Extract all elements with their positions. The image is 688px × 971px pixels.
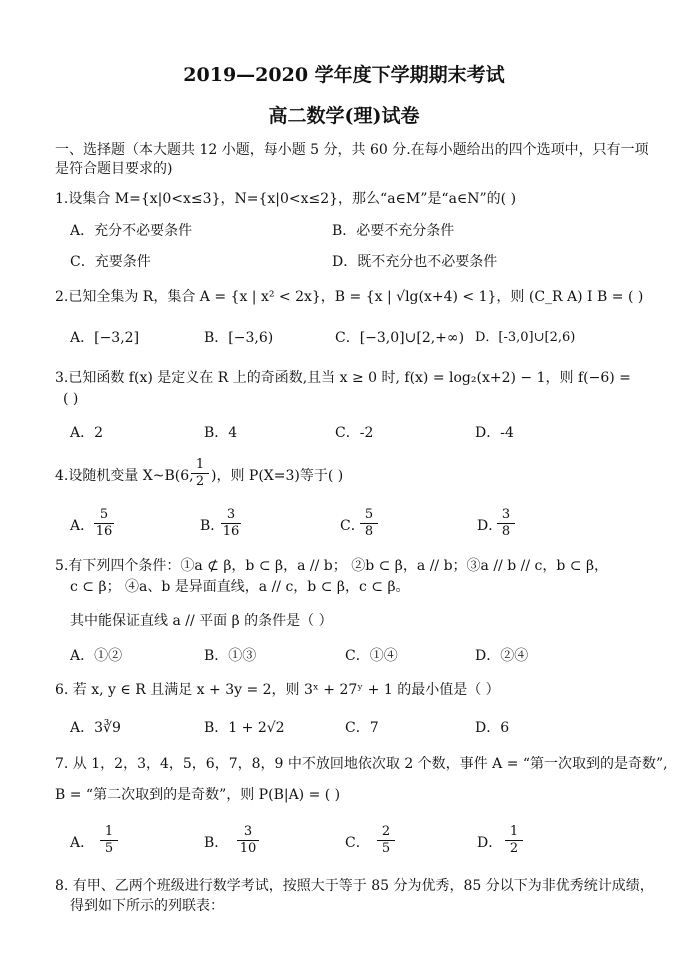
fraction-numerator: 1 xyxy=(100,824,118,841)
fraction-denominator: 8 xyxy=(364,524,374,539)
q3-option-b: B．4 xyxy=(204,425,238,441)
fraction-numerator: 5 xyxy=(94,507,114,524)
fraction-numerator: 2 xyxy=(377,824,395,841)
q6-stem: 6. 若 x, y ∈ R 且满足 x + 3y = 2，则 3ˣ + 27ʸ + 1 的最小值是（ ） xyxy=(55,682,500,698)
q4-option-b-label: B． xyxy=(200,518,225,534)
fraction-denominator: 10 xyxy=(239,841,257,856)
q1-option-c: C．充要条件 xyxy=(70,254,151,270)
q7-option-b-fraction xyxy=(237,824,259,857)
q8-line2: 得到如下所示的列联表： xyxy=(70,898,224,914)
q3-option-a: A．2 xyxy=(70,425,104,441)
q7-option-c-label: C． xyxy=(345,835,370,851)
q5-line3: 其中能保证直线 a // 平面 β 的条件是（ ） xyxy=(70,613,333,629)
fraction-numerator: 5 xyxy=(360,507,378,524)
section-heading-line2: 是符合题目要求的) xyxy=(55,161,173,177)
fraction-numerator: 3 xyxy=(497,507,515,524)
q6-option-a: A．3∛9 xyxy=(70,720,121,736)
q5-option-a: A．①② xyxy=(70,648,123,664)
q8-line1: 8. 有甲、乙两个班级进行数学考试，按照大于等于 85 分为优秀，85 分以下为非优秀统计成绩， xyxy=(55,878,654,894)
q4-option-d-label: D． xyxy=(477,518,503,534)
q6-option-b: B．1 + 2√2 xyxy=(204,720,285,736)
q5-option-d: D．②④ xyxy=(475,648,529,664)
q3-stem-line1: 3.已知函数 f(x) 是定义在 R 上的奇函数,且当 x ≥ 0 时, f(x) = log₂(x+2) − 1，则 f(−6) = xyxy=(55,370,631,386)
fraction-denominator: 5 xyxy=(381,841,391,856)
fraction-denominator: 2 xyxy=(509,841,519,856)
q1-stem: 1.设集合 M={x|0<x≤3}，N={x|0<x≤2}，那么“a∈M”是“a∈N”的( ) xyxy=(55,191,517,207)
fraction-denominator: 16 xyxy=(222,524,240,539)
q2-option-b: B．[−3,6) xyxy=(204,330,274,346)
q7-line1: 7. 从 1，2，3，4，5，6，7，8，9 中不放回地依次取 2 个数，事件 A = “第一次取到的是奇数”, xyxy=(55,756,668,772)
q1-option-b: B．必要不充分条件 xyxy=(332,223,455,239)
q4-stem-prefix: 4.设随机变量 X~B(6, xyxy=(55,468,194,484)
fraction-denominator: 16 xyxy=(95,524,113,539)
q6-option-d: D．6 xyxy=(475,720,510,736)
q5-option-c: C．①④ xyxy=(345,648,398,664)
fraction-numerator: 3 xyxy=(237,824,259,841)
q4-stem-suffix: )，则 P(X=3)等于( ) xyxy=(211,468,344,484)
q4-option-c-fraction xyxy=(360,507,378,540)
q5-option-b: B．①③ xyxy=(204,648,257,664)
q7-option-a-label: A． xyxy=(70,835,95,851)
q2-option-d: D．[-3,0]∪[2,6) xyxy=(475,330,576,345)
exam-title: 2019—2020 学年度下学期期末考试 xyxy=(183,64,505,86)
q3-option-d: D．-4 xyxy=(475,425,514,441)
q4-stem-fraction xyxy=(191,457,209,490)
q7-option-b-label: B． xyxy=(204,835,229,851)
q7-option-d-label: D． xyxy=(477,835,503,851)
q7-option-d-fraction xyxy=(505,824,523,857)
q2-option-c: C．[−3,0]∪[2,+∞) xyxy=(335,330,465,346)
q4-option-a-label: A． xyxy=(70,518,95,534)
q7-option-c-fraction xyxy=(377,824,395,857)
q3-option-c: C．-2 xyxy=(335,425,374,441)
fraction-denominator: 8 xyxy=(501,524,511,539)
q4-option-a-fraction xyxy=(94,507,114,540)
fraction-numerator: 1 xyxy=(191,457,209,474)
q4-option-b-fraction xyxy=(221,507,241,540)
q7-option-a-fraction xyxy=(100,824,118,857)
q5-line1: 5.有下列四个条件：①a ⊄ β，b ⊂ β，a // b； ②b ⊂ β，a // b；③a // b // c，b ⊂ β， xyxy=(55,558,609,574)
fraction-numerator: 3 xyxy=(221,507,241,524)
exam-subtitle: 高二数学(理)试卷 xyxy=(268,105,420,127)
fraction-numerator: 1 xyxy=(505,824,523,841)
q4-option-d-fraction xyxy=(497,507,515,540)
q5-line2: c ⊂ β； ④a、b 是异面直线，a // c，b ⊂ β，c ⊂ β。 xyxy=(70,579,410,595)
q2-option-a: A．[−3,2] xyxy=(70,330,140,346)
q1-option-a: A．充分不必要条件 xyxy=(70,223,193,239)
fraction-denominator: 5 xyxy=(104,841,114,856)
q4-option-c-label: C． xyxy=(340,518,365,534)
fraction-denominator: 2 xyxy=(195,474,205,489)
q1-option-d: D．既不充分也不必要条件 xyxy=(332,254,498,270)
q3-stem-line2: ( ) xyxy=(63,391,79,407)
q2-stem: 2.已知全集为 R，集合 A = {x | x² < 2x}，B = {x | √lg(x+4) < 1}，则 (C_R A) I B = ( ) xyxy=(55,289,644,305)
q6-option-c: C．7 xyxy=(345,720,379,736)
q7-line2: B = “第二次取到的是奇数”，则 P(B|A) = ( ) xyxy=(55,787,341,803)
section-heading-line1: 一、选择题（本大题共 12 小题，每小题 5 分，共 60 分.在每小题给出的四个选项中，只有一项 xyxy=(55,142,649,158)
